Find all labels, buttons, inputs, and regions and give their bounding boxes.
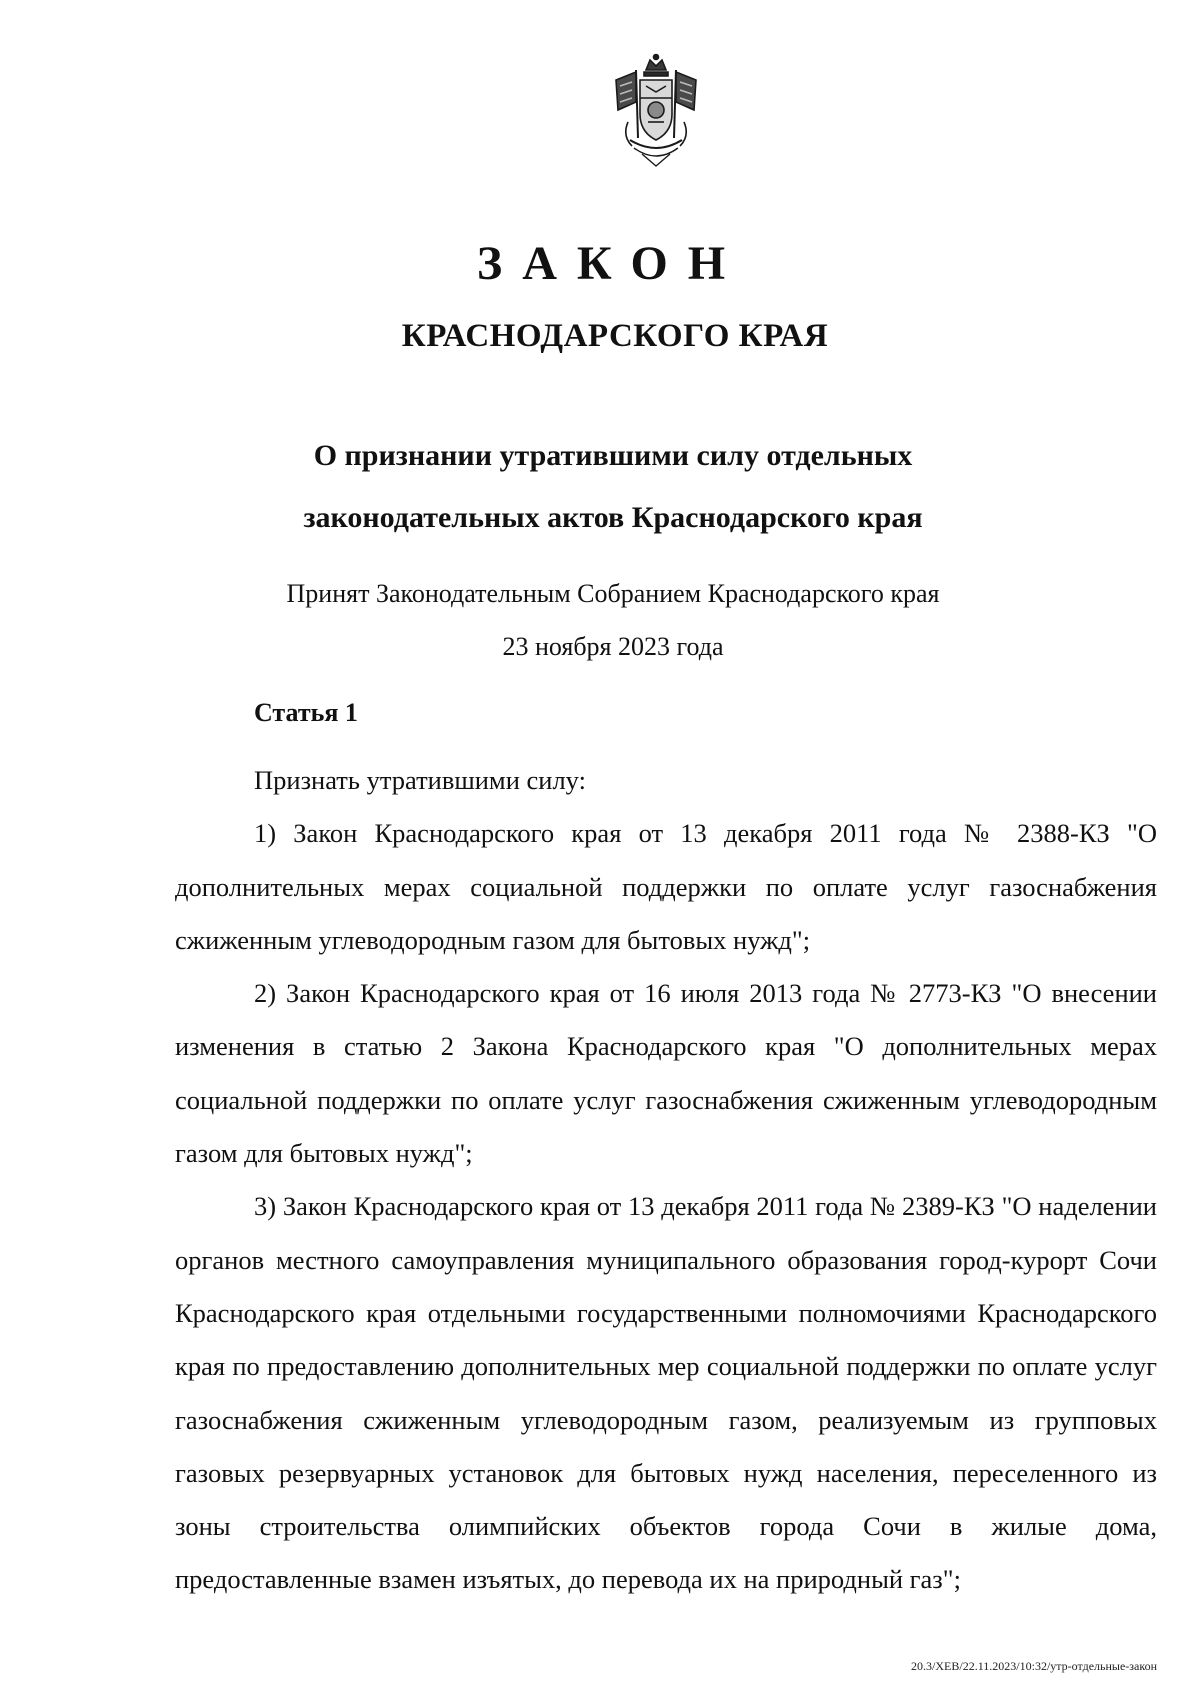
coat-of-arms-icon bbox=[608, 52, 704, 170]
adoption-note bbox=[0, 567, 1200, 673]
document-footer-code: 20.3/ХЕВ/22.11.2023/10:32/утр-отдельные-закон bbox=[911, 1659, 1157, 1673]
article-item-3: 3) Закон Краснодарского края от 13 декабря 2011 года № 2389-КЗ "О наделении органов местного самоуправления муниципального образования город-курорт Сочи Краснодарского края отдельными государственными полномочиями Краснодарского края по предоставлению дополнительных мер социальной поддержки по оплате услуг газоснабжения сжиженным углеводородным газом, реализуемым из групповых газовых резервуарных установок для бытовых нужд населения, переселенного из зоны строительства олимпийских объектов города Сочи в жилые дома, предоставленные взамен изъятых, до перевода их на природный газ"; bbox=[175, 1191, 1157, 1595]
article-body bbox=[175, 754, 1157, 1607]
article-item-1: 1) Закон Краснодарского края от 13 декабря 2011 года № 2388-КЗ "О дополнительных мерах социальной поддержки по оплате услуг газоснабжения сжиженным углеводородным газом для бытовых нужд"; bbox=[175, 818, 1157, 955]
article-item-2: 2) Закон Краснодарского края от 16 июля 2013 года № 2773-КЗ "О внесении изменения в статью 2 Закона Краснодарского края "О дополнительных мерах социальной поддержки по оплате услуг газоснабжения сжиженным углеводородным газом для бытовых нужд"; bbox=[175, 978, 1157, 1169]
law-title: ЗАКОН bbox=[476, 237, 746, 290]
adoption-body: Принят Законодательным Собранием Краснодарского края bbox=[286, 579, 940, 608]
article-intro: Признать утратившими силу: bbox=[254, 765, 586, 795]
act-title bbox=[0, 425, 1200, 549]
adoption-date: 23 ноября 2023 года bbox=[502, 632, 724, 661]
act-title-line-1: О признании утратившими силу отдельных bbox=[313, 439, 913, 472]
act-title-line-2: законодательных актов Краснодарского края bbox=[303, 501, 923, 534]
region-title: КРАСНОДАРСКОГО КРАЯ bbox=[401, 318, 829, 354]
article-heading: Статья 1 bbox=[254, 698, 358, 727]
